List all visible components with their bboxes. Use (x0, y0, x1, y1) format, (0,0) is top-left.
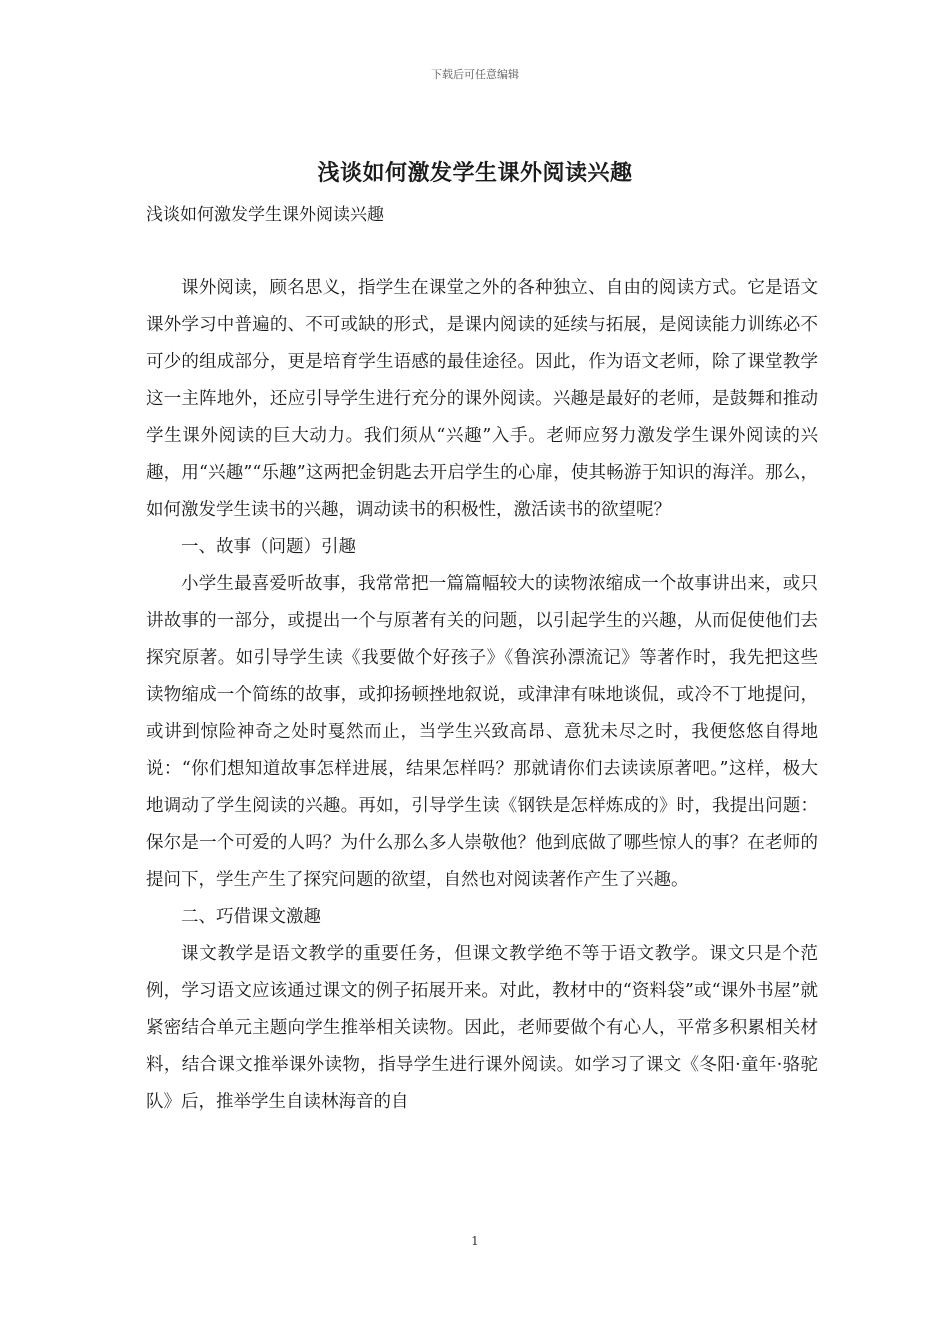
page-number: 1 (471, 1234, 479, 1248)
section-heading-1: 一、故事（问题）引趣 (181, 537, 356, 557)
document-body (146, 270, 818, 1121)
paragraph-section-1: 小学生最喜爱听故事，我常常把一篇篇幅较大的读物浓缩成一个故事讲出来，或只讲故事的一部分，或提出一个与原著有关的问题，以引起学生的兴趣，从而促使他们去探究原著。如引导学生读《我要做个好孩子》《鲁滨孙漂流记》等著作时，我先把这些读物缩成一个简练的故事，或抑扬顿挫地叙说，或津津有味地谈侃，或冷不丁地提问，或讲到惊险神奇之处时戛然而止，当学生兴致高昂、意犹未尽之时，我便悠悠自得地说：“你们想知道故事怎样进展，结果怎样吗？那就请你们去读读原著吧。”这样，极大地调动了学生阅读的兴趣。再如，引导学生读《钢铁是怎样炼成的》时，我提出问题：保尔是一个可爱的人吗？为什么那么多人崇敬他？他到底做了哪些惊人的事？在老师的提问下，学生产生了探究问题的欲望，自然也对阅读著作产生了兴趣。 (146, 574, 818, 890)
paragraph-intro: 课外阅读，顾名思义，指学生在课堂之外的各种独立、自由的阅读方式。它是语文课外学习中普遍的、不可或缺的形式，是课内阅读的延续与拓展，是阅读能力训练必不可少的组成部分，更是培育学生语感的最佳途径。因此，作为语文老师，除了课堂教学这一主阵地外，还应引导学生进行充分的课外阅读。兴趣是最好的老师，是鼓舞和推动学生课外阅读的巨大动力。我们须从“兴趣”入手。老师应努力激发学生课外阅读的兴趣，用“兴趣”“乐趣”这两把金钥匙去开启学生的心扉，使其畅游于知识的海洋。那么，如何激发学生读书的兴趣，调动读书的积极性，激活读书的欲望呢？ (146, 278, 818, 520)
section-heading-2: 二、巧借课文激趣 (181, 907, 321, 927)
paragraph-section-2: 课文教学是语文教学的重要任务，但课文教学绝不等于语文教学。课文只是个范例，学习语文应该通过课文的例子拓展开来。对此，教材中的“资料袋”或“课外书屋”就紧密结合单元主题向学生推举相关读物。因此，老师要做个有心人，平常多积累相关材料，结合课文推举课外读物，指导学生进行课外阅读。如学习了课文《冬阳·童年·骆驼队》后，推举学生自读林海音的自 (146, 944, 818, 1112)
header-note: 下载后可任意编辑 (431, 68, 519, 81)
document-title: 浅谈如何激发学生课外阅读兴趣 (317, 160, 633, 186)
document-subtitle: 浅谈如何激发学生课外阅读兴趣 (146, 205, 384, 225)
